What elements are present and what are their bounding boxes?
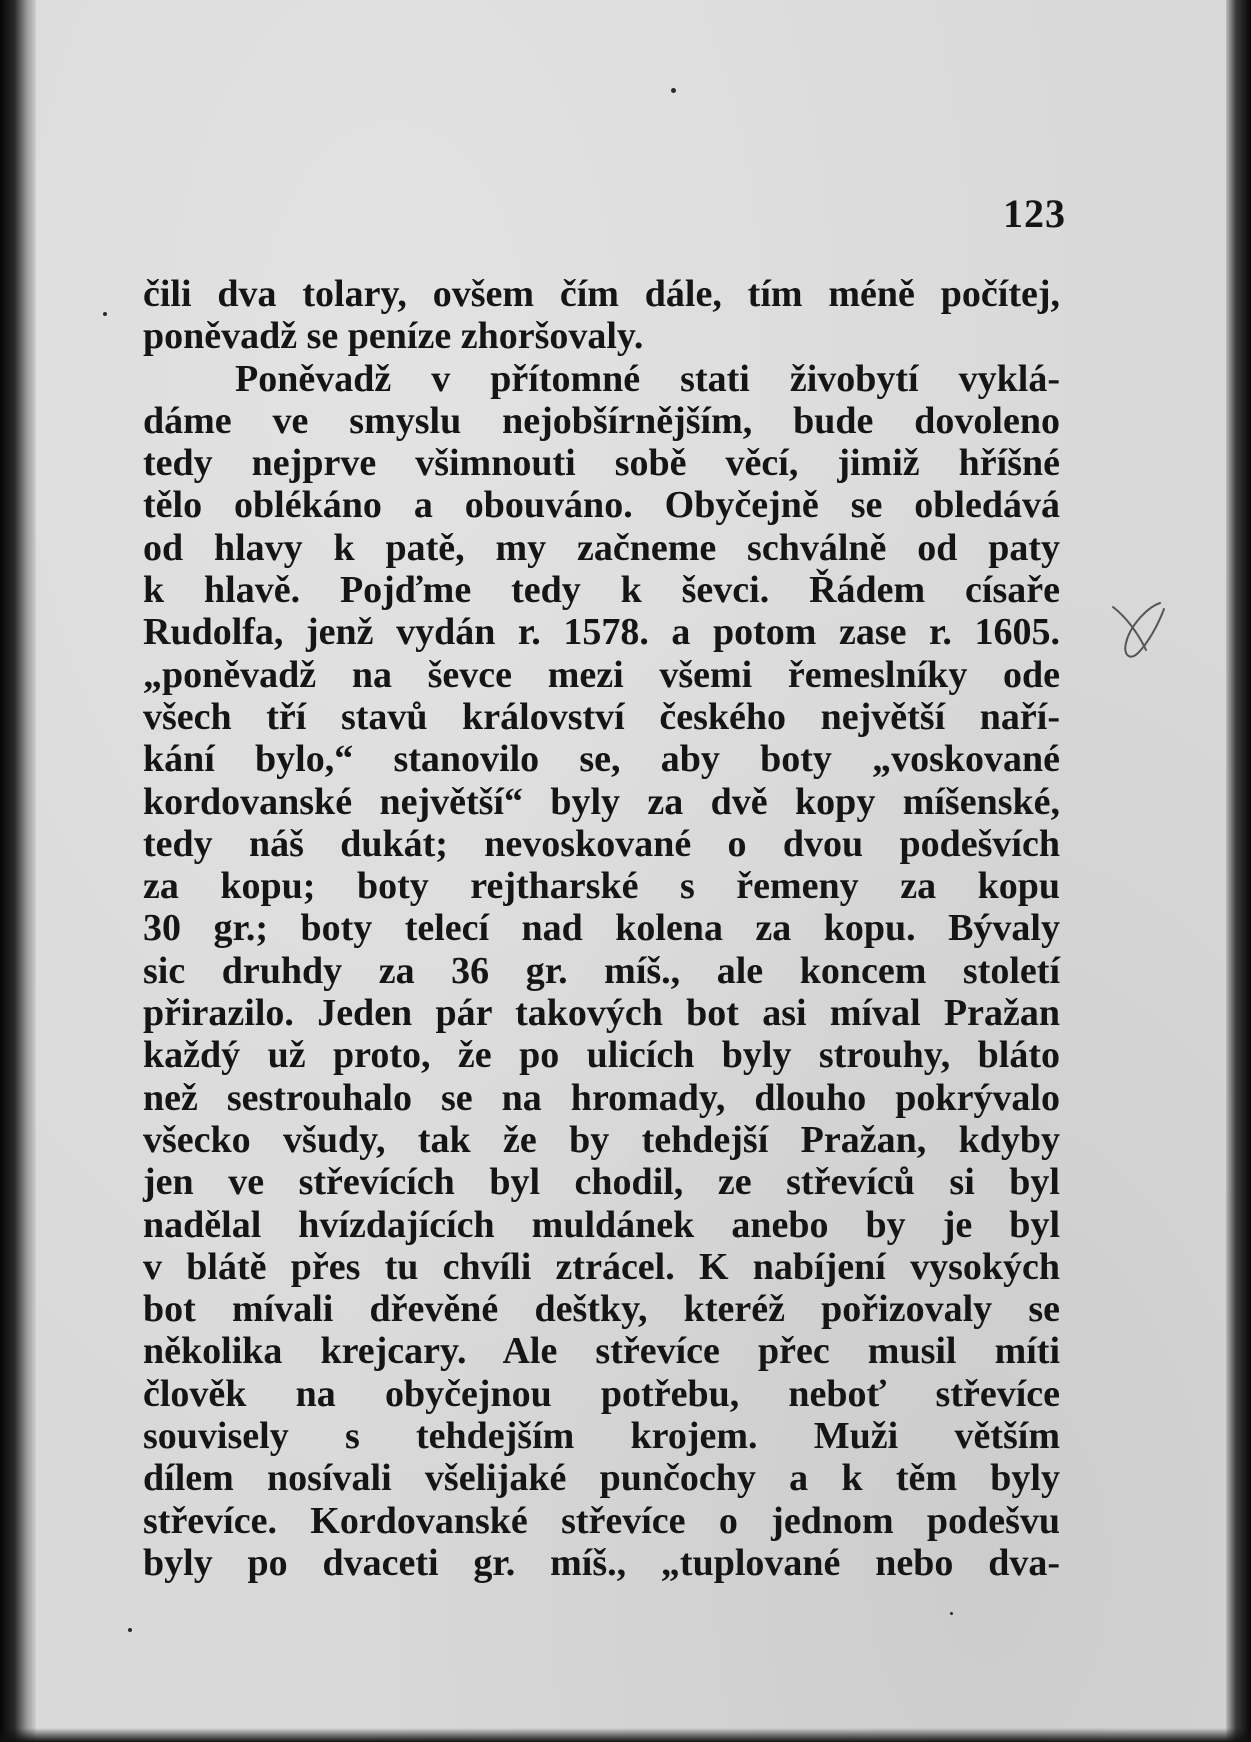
text-line: bot mívali dřevěné deštky, kteréž pořizovaly se	[143, 1288, 1060, 1331]
text-line: dáme ve smyslu nejobšírnějším, bude dovoleno	[143, 399, 1060, 442]
text-line: Rudolfa, jenž vydán r. 1578. a potom zase r. 1605.	[143, 611, 1060, 654]
text-line: „poněvadž na ševce mezi všemi řemeslníky ode	[143, 653, 1060, 696]
speck	[950, 1612, 953, 1615]
speck	[103, 312, 107, 316]
text-line: nadělal hvízdajících muldánek anebo by je byl	[143, 1203, 1060, 1246]
text-line: všecko všudy, tak že by tehdejší Pražan, kdyby	[143, 1118, 1060, 1161]
speck	[128, 1628, 132, 1632]
text-line: každý už proto, že po ulicích byly strouhy, bláto	[143, 1034, 1060, 1077]
text-line: poněvadž se peníze zhoršovaly.	[143, 315, 644, 358]
body-text	[143, 273, 1060, 1584]
text-line: několika krejcary. Ale střevíce přec musil míti	[143, 1330, 1060, 1373]
text-line: 30 gr.; boty telecí nad kolena za kopu. Bývaly	[143, 907, 1060, 950]
text-line: přirazilo. Jeden pár takových bot asi míval Pražan	[143, 992, 1060, 1035]
text-line: k hlavě. Pojďme tedy k ševci. Řádem císaře	[143, 569, 1060, 612]
text-line: za kopu; boty rejtharské s řemeny za kopu	[143, 865, 1060, 908]
text-line: všech tří stavů království českého největší naří-	[143, 695, 1060, 738]
text-line: tedy nejprve všimnouti sobě věcí, jimiž hříšné	[143, 442, 1060, 485]
text-line: čili dva tolary, ovšem čím dále, tím méně počítej,	[143, 273, 1060, 315]
text-line: kání bylo,“ stanovilo se, aby boty „voskované	[143, 738, 1060, 781]
binding-shadow	[0, 0, 36, 1742]
text-line: Poněvadž v přítomné stati živobytí vyklá-	[235, 357, 1060, 400]
text-line: než sestrouhalo se na hromady, dlouho pokrývalo	[143, 1076, 1060, 1119]
text-line: kordovanské největší“ byly za dvě kopy míšenské,	[143, 780, 1060, 823]
speck	[671, 88, 676, 93]
pencil-margin-mark	[1108, 595, 1168, 670]
text-line: od hlavy k patě, my začneme schválně od paty	[143, 526, 1060, 569]
text-line: v blátě přes tu chvíli ztrácel. K nabíjení vysokých	[143, 1245, 1060, 1288]
page-edge-shadow	[1226, 0, 1251, 1742]
text-line: tělo oblékáno a obouváno. Obyčejně se obledává	[143, 484, 1060, 527]
text-line: sic druhdy za 36 gr. míš., ale koncem století	[143, 949, 1060, 992]
text-line: byly po dvaceti gr. míš., „tuplované nebo dva-	[143, 1541, 1060, 1584]
page-number: 123	[1003, 191, 1066, 236]
text-line: souvisely s tehdejším krojem. Muži větším	[143, 1415, 1060, 1458]
bottom-edge-shadow	[0, 1728, 1251, 1742]
text-line: dílem nosívali všelijaké punčochy a k těm byly	[143, 1457, 1060, 1500]
text-line: tedy náš dukát; nevoskované o dvou podešvích	[143, 822, 1060, 865]
text-line: jen ve střevících byl chodil, ze střevíců si byl	[143, 1161, 1060, 1204]
text-line: střevíce. Kordovanské střevíce o jednom podešvu	[143, 1499, 1060, 1542]
text-line: člověk na obyčejnou potřebu, neboť střevíce	[143, 1372, 1060, 1415]
